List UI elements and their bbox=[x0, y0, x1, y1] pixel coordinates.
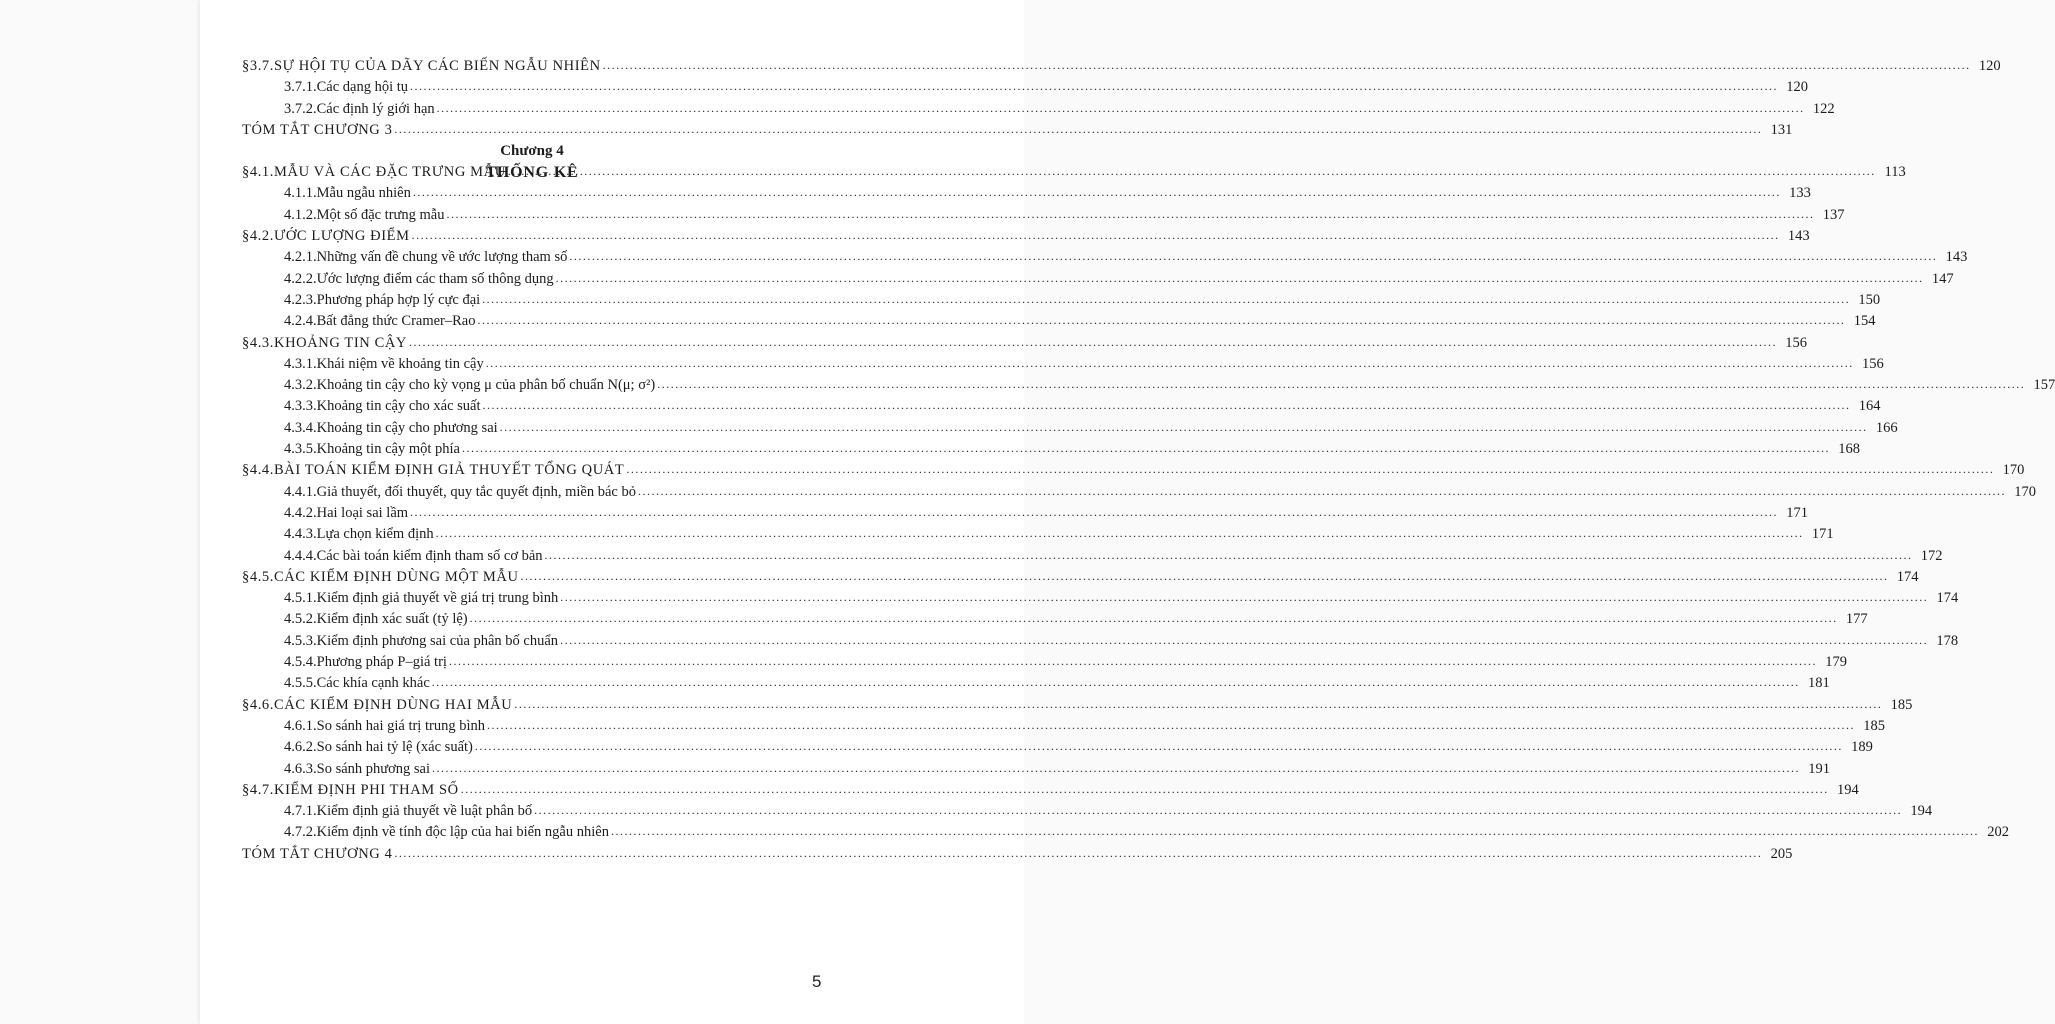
dot-leader bbox=[410, 502, 1778, 523]
toc-entry-page: 156 bbox=[1785, 334, 1807, 351]
toc-entry-number: 4.3.4. bbox=[284, 419, 317, 436]
toc-entry-page: 194 bbox=[1910, 803, 1933, 820]
toc-entry-number: §4.2. bbox=[242, 228, 274, 245]
dot-leader bbox=[534, 800, 1902, 821]
toc-entry-title: So sánh hai giá trị trung bình bbox=[316, 717, 485, 734]
toc-entry-page: 120 bbox=[1978, 58, 2001, 74]
toc-entry-page: 164 bbox=[1858, 398, 1881, 415]
toc-entry-page: 171 bbox=[1811, 526, 1834, 543]
dot-leader bbox=[410, 76, 1778, 97]
toc-entry-title: Khoảng tin cậy cho xác suất bbox=[316, 398, 481, 415]
dot-leader bbox=[521, 566, 1889, 587]
toc-entry-page: 171 bbox=[1786, 504, 1809, 521]
toc-entry-page: 178 bbox=[1936, 632, 1959, 649]
toc-entry-number: 4.4.4. bbox=[284, 547, 317, 564]
toc-entry-page: 170 bbox=[2002, 462, 2025, 479]
dot-leader bbox=[432, 758, 1800, 779]
dot-leader bbox=[483, 395, 1851, 416]
toc-entry-page: 156 bbox=[1861, 355, 1884, 372]
table-of-contents bbox=[242, 56, 2055, 865]
toc-entry-page: 172 bbox=[1920, 547, 1943, 564]
toc-entry-page: 185 bbox=[1863, 717, 1885, 734]
toc-entry-title: Hai loại sai lầm bbox=[316, 504, 409, 521]
toc-entry-page: 181 bbox=[1808, 675, 1830, 692]
toc-entry-title: CÁC KIỂM ĐỊNH DÙNG HAI MẪU bbox=[274, 696, 513, 713]
toc-entry-number: 4.7.2. bbox=[284, 824, 317, 841]
toc-entry-number: 4.5.5. bbox=[284, 675, 317, 692]
toc-entry-sub bbox=[242, 247, 1968, 268]
toc-entry-section bbox=[242, 567, 1919, 588]
toc-entry-number: §3.7. bbox=[242, 58, 274, 74]
toc-entry-title: Những vấn đề chung về ước lượng tham số bbox=[316, 249, 568, 266]
toc-entry-page: 113 bbox=[1884, 164, 1906, 181]
toc-entry-page: 189 bbox=[1851, 739, 1873, 756]
dot-leader bbox=[432, 672, 1800, 693]
toc-entry-page: 120 bbox=[1786, 79, 1809, 96]
dot-leader bbox=[461, 779, 1829, 800]
chapter-title: THỐNG KÊ bbox=[485, 164, 579, 182]
toc-entry-number: §4.4. bbox=[242, 462, 274, 479]
page-number: 5 bbox=[812, 972, 822, 991]
toc-entry-title: Các dạng hội tụ bbox=[316, 79, 409, 96]
dot-leader bbox=[436, 523, 1804, 544]
dot-leader bbox=[486, 353, 1854, 374]
book-page bbox=[200, 0, 2055, 1024]
dot-leader bbox=[611, 821, 1979, 842]
toc-entry-number: 4.6.1. bbox=[284, 717, 317, 734]
toc-entry-section bbox=[242, 780, 1859, 801]
toc-entry-sub bbox=[242, 183, 1811, 204]
toc-entry-page: 179 bbox=[1825, 654, 1847, 671]
toc-entry-number: §4.1. bbox=[242, 164, 274, 181]
toc-entry-sub bbox=[242, 396, 1881, 417]
toc-entry-title: KIỂM ĐỊNH PHI THAM SỐ bbox=[274, 781, 459, 798]
toc-entry-title: Ước lượng điểm các tham số thông dụng bbox=[316, 270, 554, 287]
toc-entry-title: Khoảng tin cậy cho kỳ vọng μ của phân bố chuẩn N(μ; σ²) bbox=[316, 377, 656, 394]
toc-entry-sub bbox=[242, 524, 1834, 545]
toc-entry-title: SỰ HỘI TỤ CỦA DÃY CÁC BIẾN NGẪU NHIÊN bbox=[274, 58, 601, 74]
toc-entry-title: So sánh hai tỷ lệ (xác suất) bbox=[316, 739, 473, 756]
toc-entry-title: TÓM TẮT CHƯƠNG 3 bbox=[242, 121, 393, 138]
toc-entry-sub bbox=[242, 503, 1809, 524]
dot-leader bbox=[638, 481, 2006, 502]
toc-entry-page: 166 bbox=[1875, 419, 1898, 436]
toc-entry-title: BÀI TOÁN KIỂM ĐỊNH GIẢ THUYẾT TỔNG QUÁT bbox=[274, 462, 625, 479]
dot-leader bbox=[556, 268, 1924, 289]
toc-entry-title: Các định lý giới hạn bbox=[316, 100, 435, 117]
toc-entry-title: Kiểm định giả thuyết về luật phân bố bbox=[316, 803, 533, 820]
dot-leader bbox=[482, 289, 1850, 310]
toc-entry-sub bbox=[242, 673, 1830, 694]
toc-entry-number: 4.4.1. bbox=[284, 483, 317, 500]
dot-leader bbox=[603, 55, 1971, 76]
toc-group-chapter-3 bbox=[242, 56, 2001, 141]
toc-entry-sub bbox=[242, 439, 1860, 460]
dot-leader bbox=[657, 374, 2025, 395]
toc-entry-title: Các bài toán kiểm định tham số cơ bản bbox=[316, 547, 543, 564]
toc-entry-page: 185 bbox=[1890, 696, 1913, 713]
toc-entry-sub bbox=[242, 205, 1845, 226]
toc-entry-sub bbox=[242, 77, 1809, 98]
toc-entry-sub bbox=[242, 269, 1954, 290]
toc-entry-number: 4.7.1. bbox=[284, 803, 317, 820]
toc-entry-title: MẪU VÀ CÁC ĐẶC TRƯNG MẪU bbox=[274, 164, 506, 181]
toc-entry-section bbox=[242, 460, 2025, 481]
toc-entry-summary bbox=[242, 844, 1793, 865]
dot-leader bbox=[447, 204, 1815, 225]
toc-entry-section bbox=[242, 226, 1810, 247]
toc-entry-number: §4.5. bbox=[242, 568, 274, 585]
dot-leader bbox=[477, 310, 1845, 331]
toc-entry-number: 4.1.2. bbox=[284, 206, 317, 223]
toc-entry-title: TÓM TẮT CHƯƠNG 4 bbox=[242, 845, 393, 862]
dot-leader bbox=[508, 161, 1876, 182]
toc-entry-page: 177 bbox=[1845, 611, 1868, 628]
toc-entry-sub bbox=[242, 354, 1884, 375]
toc-entry-title: Khoảng tin cậy một phía bbox=[316, 441, 460, 458]
dot-leader bbox=[514, 694, 1882, 715]
toc-entry-number: 3.7.1. bbox=[284, 79, 317, 96]
toc-entry-number: 4.6.2. bbox=[284, 739, 317, 756]
toc-entry-page: 157 bbox=[2033, 377, 2055, 394]
toc-entry-page: 205 bbox=[1770, 845, 1793, 862]
toc-entry-summary bbox=[242, 120, 1793, 141]
toc-entry-section bbox=[242, 56, 2001, 77]
toc-entry-page: 150 bbox=[1858, 291, 1881, 308]
toc-entry-title: So sánh phương sai bbox=[316, 760, 431, 777]
toc-entry-sub bbox=[242, 588, 1959, 609]
toc-entry-sub bbox=[242, 652, 1847, 673]
dot-leader bbox=[409, 332, 1777, 353]
dot-leader bbox=[437, 98, 1805, 119]
toc-entry-sub bbox=[242, 290, 1881, 311]
toc-entry-number: 4.2.2. bbox=[284, 270, 317, 287]
toc-entry-sub bbox=[242, 418, 1898, 439]
toc-entry-sub bbox=[242, 631, 1959, 652]
toc-entry-sub bbox=[242, 716, 1885, 737]
dot-leader bbox=[470, 608, 1838, 629]
toc-entry-number: 4.1.1. bbox=[284, 185, 317, 202]
toc-entry-page: 174 bbox=[1936, 590, 1959, 607]
toc-entry-title: Kiểm định phương sai của phân bố chuẩn bbox=[316, 632, 559, 649]
toc-entry-title: Kiểm định giả thuyết về giá trị trung bình bbox=[316, 590, 559, 607]
toc-entry-number: 4.5.1. bbox=[284, 590, 317, 607]
toc-entry-sub bbox=[242, 822, 2009, 843]
toc-entry-number: 3.7.2. bbox=[284, 100, 317, 117]
toc-entry-number: 4.3.5. bbox=[284, 441, 317, 458]
toc-entry-sub bbox=[242, 375, 2055, 396]
dot-leader bbox=[394, 119, 1762, 140]
toc-entry-title: Lựa chọn kiểm định bbox=[316, 526, 434, 543]
toc-entry-number: 4.2.3. bbox=[284, 291, 317, 308]
toc-entry-title: Mẫu ngẫu nhiên bbox=[316, 185, 411, 202]
toc-entry-title: Phương pháp P–giá trị bbox=[316, 654, 447, 671]
toc-entry-sub bbox=[242, 482, 2036, 503]
toc-entry-page: 137 bbox=[1822, 206, 1845, 223]
dot-leader bbox=[487, 715, 1855, 736]
toc-entry-sub bbox=[242, 801, 1933, 822]
toc-entry-number: 4.3.3. bbox=[284, 398, 317, 415]
toc-entry-number: 4.4.3. bbox=[284, 526, 317, 543]
dot-leader bbox=[475, 736, 1843, 757]
dot-leader bbox=[449, 651, 1817, 672]
toc-entry-title: Khái niệm về khoảng tin cậy bbox=[316, 355, 484, 372]
toc-entry-title: KHOẢNG TIN CẬY bbox=[274, 334, 407, 351]
toc-entry-number: 4.2.1. bbox=[284, 249, 317, 266]
toc-entry-number: 4.3.1. bbox=[284, 355, 317, 372]
dot-leader bbox=[560, 630, 1928, 651]
toc-entry-page: 194 bbox=[1836, 781, 1859, 798]
toc-entry-section bbox=[242, 695, 1913, 716]
toc-entry-page: 143 bbox=[1945, 249, 1968, 266]
toc-entry-title: Các khía cạnh khác bbox=[316, 675, 430, 692]
toc-entry-page: 170 bbox=[2014, 483, 2036, 500]
toc-entry-number: 4.5.3. bbox=[284, 632, 317, 649]
toc-entry-page: 122 bbox=[1812, 100, 1835, 117]
toc-entry-page: 154 bbox=[1853, 313, 1876, 330]
toc-entry-page: 191 bbox=[1808, 760, 1831, 777]
toc-entry-page: 174 bbox=[1896, 568, 1919, 585]
toc-entry-page: 147 bbox=[1931, 270, 1954, 287]
toc-group-chapter-4 bbox=[242, 162, 2055, 865]
toc-entry-page: 143 bbox=[1787, 228, 1810, 245]
toc-entry-number: 4.5.4. bbox=[284, 654, 317, 671]
toc-entry-title: Bất đẳng thức Cramer–Rao bbox=[316, 313, 476, 330]
toc-entry-title: Giả thuyết, đối thuyết, quy tắc quyết định, miền bác bỏ bbox=[316, 483, 636, 500]
toc-entry-number: §4.3. bbox=[242, 334, 274, 351]
dot-leader bbox=[500, 417, 1868, 438]
toc-entry-page: 131 bbox=[1770, 121, 1793, 138]
toc-entry-sub bbox=[242, 99, 1835, 120]
toc-entry-title: Phương pháp hợp lý cực đại bbox=[316, 291, 481, 308]
dot-leader bbox=[560, 587, 1928, 608]
toc-entry-section bbox=[242, 333, 1807, 354]
toc-entry-title: Kiểm định về tính độc lập của hai biến ngẫu nhiên bbox=[316, 824, 609, 841]
toc-entry-title: Khoảng tin cậy cho phương sai bbox=[316, 419, 498, 436]
toc-entry-number: 4.5.2. bbox=[284, 611, 317, 628]
toc-entry-sub bbox=[242, 609, 1868, 630]
toc-entry-number: 4.4.2. bbox=[284, 504, 317, 521]
dot-leader bbox=[412, 225, 1780, 246]
dot-leader bbox=[413, 182, 1781, 203]
toc-entry-title: Một số đặc trưng mẫu bbox=[316, 206, 445, 223]
toc-entry-title: CÁC KIỂM ĐỊNH DÙNG MỘT MẪU bbox=[274, 568, 519, 585]
toc-entry-page: 133 bbox=[1789, 185, 1811, 202]
chapter-label: Chương 4 bbox=[500, 143, 564, 160]
toc-entry-sub bbox=[242, 311, 1876, 332]
dot-leader bbox=[626, 459, 1994, 480]
dot-leader bbox=[394, 843, 1762, 864]
toc-entry-number: 4.6.3. bbox=[284, 760, 317, 777]
toc-entry-title: ƯỚC LƯỢNG ĐIỂM bbox=[274, 228, 410, 245]
dot-leader bbox=[569, 246, 1937, 267]
toc-entry-sub bbox=[242, 737, 1873, 758]
toc-entry-title: Kiểm định xác suất (tỷ lệ) bbox=[316, 611, 468, 628]
toc-entry-section bbox=[242, 162, 1906, 183]
dot-leader bbox=[462, 438, 1830, 459]
toc-entry-page: 168 bbox=[1838, 441, 1860, 458]
dot-leader bbox=[545, 545, 1913, 566]
toc-entry-number: 4.3.2. bbox=[284, 377, 317, 394]
toc-entry-sub bbox=[242, 759, 1831, 780]
toc-entry-number: 4.2.4. bbox=[284, 313, 317, 330]
toc-entry-number: §4.7. bbox=[242, 781, 274, 798]
toc-entry-page: 202 bbox=[1987, 824, 2009, 841]
toc-entry-sub bbox=[242, 546, 1943, 567]
toc-entry-number: §4.6. bbox=[242, 696, 274, 713]
